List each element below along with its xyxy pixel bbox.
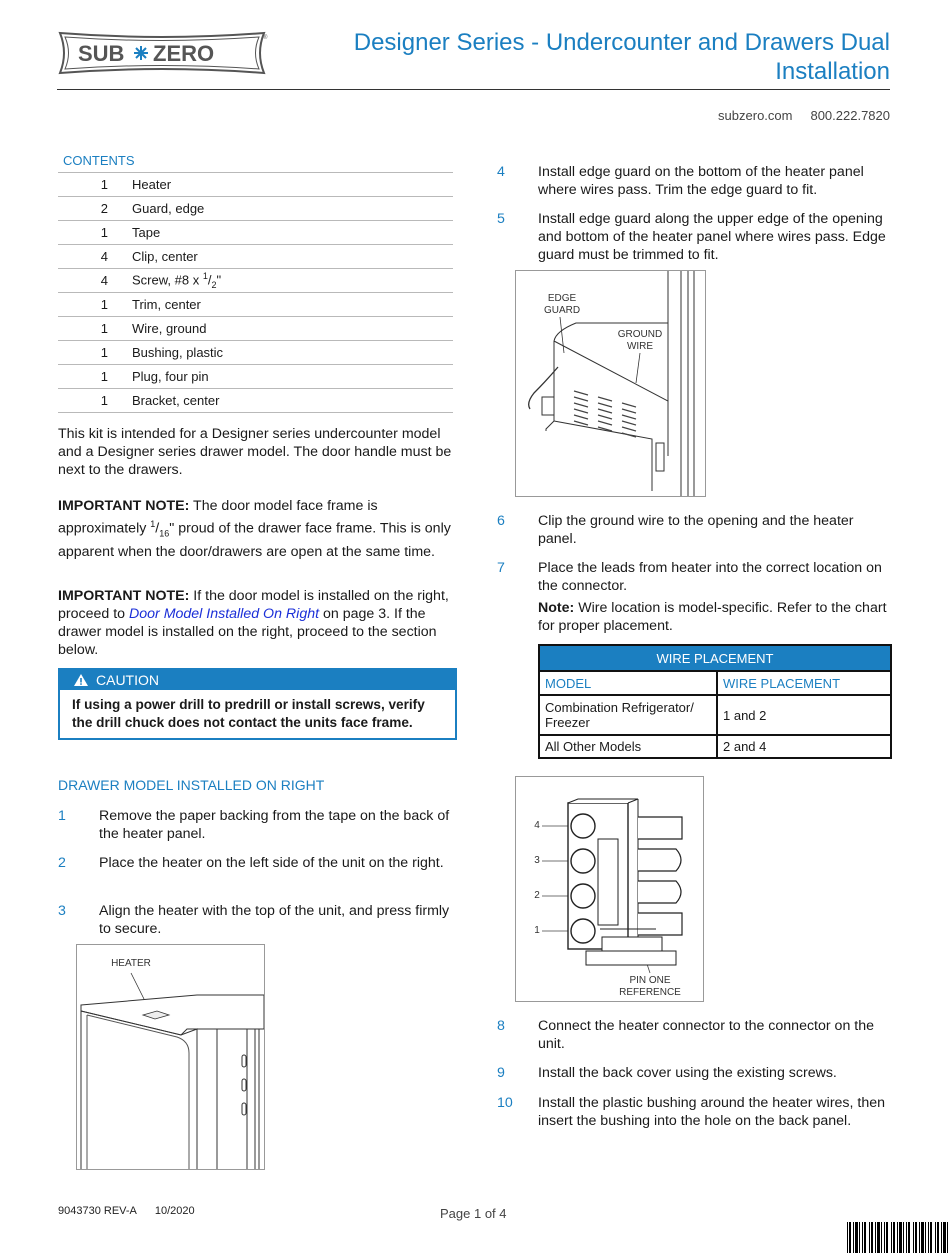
step-4: 4 Install edge guard on the bottom of the heater panel where wires pass. Trim the edge guard to fit.: [497, 164, 864, 198]
svg-text:SUB: SUB: [78, 41, 125, 66]
caution-header: CAUTION: [60, 670, 455, 690]
table-row: Combination Refrigerator/ Freezer 1 and 2: [539, 695, 891, 735]
table-title: WIRE PLACEMENT: [539, 645, 891, 671]
step-8: 8 Connect the heater connector to the connector on the unit.: [497, 1018, 874, 1052]
table-row: All Other Models 2 and 4: [539, 735, 891, 758]
header-divider: [57, 89, 890, 90]
doc-number: 9043730 REV-A: [58, 1205, 137, 1217]
step-10: 10 Install the plastic bushing around the heater wires, then insert the bushing into the hole on the back panel.: [497, 1095, 886, 1129]
document-info: [58, 1205, 195, 1217]
step-7-note: Note: Wire location is model-specific. Refer to the chart for proper placement.: [538, 600, 887, 634]
wire-placement-table: [538, 644, 892, 759]
door-model-link[interactable]: Door Model Installed On Right: [129, 606, 320, 622]
svg-text:ZERO: ZERO: [153, 41, 215, 66]
connector-figure: 4 3 2 1 PIN ONE REFERENCE: [515, 776, 704, 1002]
table-row: 1 Tape: [58, 221, 453, 245]
page-number: Page 1 of 4: [440, 1206, 507, 1221]
table-row: 1 Plug, four pin: [58, 365, 453, 389]
table-row: 1 Wire, ground: [58, 317, 453, 341]
table-row: 1 Bracket, center: [58, 389, 453, 413]
phone: 800.222.7820: [810, 108, 890, 123]
barcode: [845, 1222, 950, 1253]
contact-info: [718, 108, 890, 123]
edge-guard-illustration: [516, 271, 705, 496]
step-7: 7 Place the leads from heater into the correct location on the connector.: [497, 560, 882, 594]
important-note-2: IMPORTANT NOTE: If the door model is installed on the right, proceed to Door Model Installed On Right on page 3. If the drawer model is installed on the right, proceed to the section below.: [58, 588, 449, 658]
table-row: 2 Guard, edge: [58, 197, 453, 221]
step-1: 1 Remove the paper backing from the tape on the back of the heater panel.: [58, 808, 450, 842]
contents-table: [58, 172, 453, 413]
website: subzero.com: [718, 108, 793, 123]
edge-guard-figure: EDGE GUARD GROUND WIRE: [515, 270, 706, 497]
step-2: 2 Place the heater on the left side of the unit on the right.: [58, 855, 444, 871]
doc-date: 10/2020: [154, 1205, 195, 1217]
sub-zero-logo: [56, 29, 268, 77]
step-9: 9 Install the back cover using the existing screws.: [497, 1065, 837, 1081]
heater-illustration: [77, 945, 264, 1169]
step-3: 3 Align the heater with the top of the unit, and press firmly to secure.: [58, 903, 450, 937]
table-row: 4 Clip, center: [58, 245, 453, 269]
column-header: MODEL: [539, 671, 717, 695]
page-title: Designer Series - Undercounter and Drawers Dual Installation: [353, 29, 890, 85]
warning-icon: [74, 674, 88, 686]
contents-heading: CONTENTS: [63, 153, 135, 168]
connector-illustration: [516, 777, 703, 1001]
table-row: 1 Bushing, plastic: [58, 341, 453, 365]
step-5: 5 Install edge guard along the upper edge of the opening and bottom of the heater panel where wires pass. Edge guard must be trimmed to fit.: [497, 211, 886, 263]
table-row: 4 Screw, #8 x $^1/_2$": [58, 269, 453, 293]
caution-box: [58, 668, 457, 740]
caution-text: If using a power drill to predrill or install screws, verify the drill chuck does not contact the units face frame.: [72, 697, 425, 730]
intro-paragraph: This kit is intended for a Designer series undercounter model and a Designer series drawer model. The door handle must be next to the drawers.: [58, 426, 452, 478]
table-row: 1 Trim, center: [58, 293, 453, 317]
table-row: 1 Heater: [58, 173, 453, 197]
important-note-1: IMPORTANT NOTE: The door model face frame is approximately $^1/_{16}$" proud of the drawer face frame. This is only apparent when the door/drawers are open at the same time.: [58, 498, 451, 560]
column-header: WIRE PLACEMENT: [717, 671, 891, 695]
heater-figure: HEATER: [76, 944, 265, 1170]
step-6: 6 Clip the ground wire to the opening and the heater panel.: [497, 513, 854, 547]
section-heading: DRAWER MODEL INSTALLED ON RIGHT: [58, 777, 325, 793]
svg-text:®: ®: [263, 35, 268, 41]
